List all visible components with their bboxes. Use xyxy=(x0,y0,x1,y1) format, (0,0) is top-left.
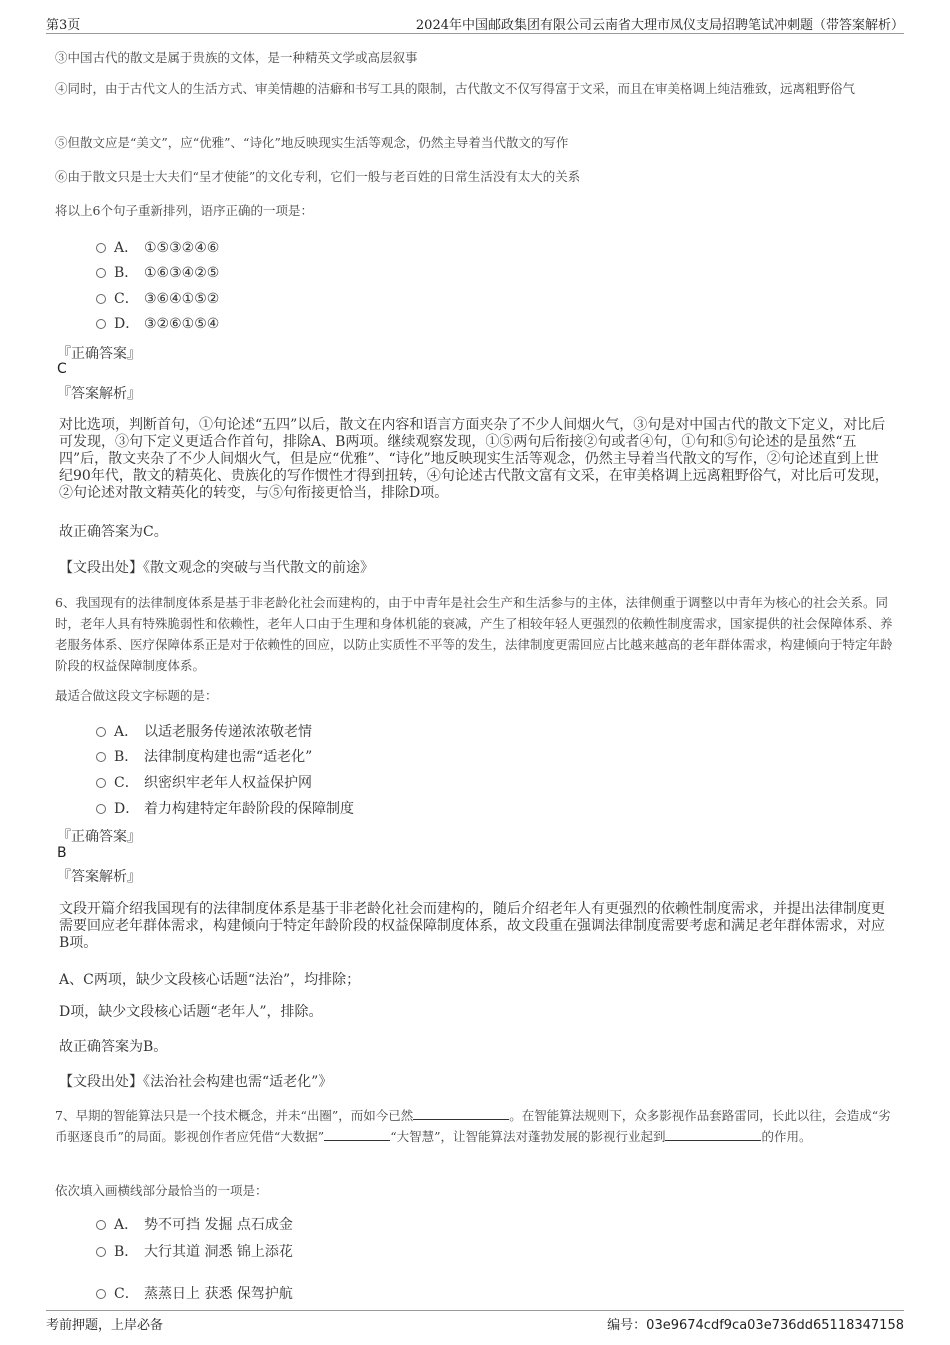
question-stem: 6、我国现有的法律制度体系是基于非老龄化社会而建构的，由于中青年是社会生产和生活参与的主体，法律侧重于调整以中青年为核心的社会关系。同时，老年人具有特殊脆弱性和依赖性，老年人口由于生理和身体机能的衰减，产生了相较年轻人更强烈的依赖性制度需求，国家提供的社会保障体系、养老服务体系、医疗保障体系正是对于依赖性的回应，以防止实质性不平等的发生，法律制度更需回应占比越来越高的老年群体需求，构建倾向于特定年龄阶段的权益保障制度体系。 xyxy=(55,595,893,673)
sentence-6: ⑥由于散文只是士大夫们“呈才使能”的文化专利，它们一般与老百姓的日常生活没有太大的关系 xyxy=(55,169,581,184)
passage-source: 【文段出处】《散文观念的突破与当代散文的前途》 xyxy=(59,560,374,576)
option-b[interactable]: B． 法律制度构建也需“适老化” xyxy=(96,746,312,766)
passage-source: 【文段出处】《法治社会构建也需“适老化”》 xyxy=(59,1074,333,1090)
radio-icon[interactable] xyxy=(96,727,106,737)
radio-icon[interactable] xyxy=(96,243,106,253)
radio-icon[interactable] xyxy=(96,804,106,814)
option-b[interactable]: B． 大行其道 洞悉 锦上添花 xyxy=(96,1241,293,1261)
radio-icon[interactable] xyxy=(96,752,106,762)
fill-blank-2 xyxy=(324,1127,390,1141)
footer-slogan: 考前押题，上岸必备 xyxy=(46,1318,164,1333)
sentence-4: ④同时，由于古代文人的生活方式、审美情趣的洁癖和书写工具的限制，古代散文不仅写得富于文采，而且在审美格调上纯洁雅致，远离粗野俗气 xyxy=(55,81,856,96)
option-c[interactable]: C． ③⑥④①⑤② xyxy=(96,288,219,308)
radio-icon[interactable] xyxy=(96,268,106,278)
option-c[interactable]: C． 蒸蒸日上 获悉 保驾护航 xyxy=(96,1283,293,1303)
radio-icon[interactable] xyxy=(96,1289,106,1299)
analysis-label: 『答案解析』 xyxy=(57,869,141,885)
correct-answer-label: 『正确答案』 xyxy=(57,346,141,362)
question-prompt: 最适合做这段文字标题的是： xyxy=(55,688,218,703)
fill-blank-3 xyxy=(665,1127,761,1141)
page-number: 第3页 xyxy=(46,18,81,33)
header-divider xyxy=(46,33,904,34)
radio-icon[interactable] xyxy=(96,294,106,304)
analysis-conclusion: 故正确答案为B。 xyxy=(59,1039,168,1055)
analysis-conclusion: 故正确答案为C。 xyxy=(59,524,168,540)
radio-icon[interactable] xyxy=(96,778,106,788)
correct-answer: C xyxy=(57,361,67,377)
document-code: 编号：03e9674cdf9ca03e736dd65118347158 xyxy=(607,1318,904,1333)
question-prompt: 依次填入画横线部分最恰当的一项是： xyxy=(55,1183,268,1198)
option-d[interactable]: D． 着力构建特定年龄阶段的保障制度 xyxy=(96,798,354,818)
radio-icon[interactable] xyxy=(96,1220,106,1230)
radio-icon[interactable] xyxy=(96,319,106,329)
fill-blank-1 xyxy=(413,1106,509,1120)
option-a[interactable]: A． 势不可挡 发掘 点石成金 xyxy=(96,1214,293,1234)
sentence-3: ③中国古代的散文是属于贵族的文体，是一种精英文学或高层叙事 xyxy=(55,50,418,65)
option-d[interactable]: D． ③②⑥①⑤④ xyxy=(96,313,219,333)
option-a[interactable]: A． 以适老服务传递浓浓敬老情 xyxy=(96,721,312,741)
question-stem: 7、早期的智能算法只是一个技术概念，并未“出圈”，而如今已然 。在智能算法规则下，众多影视作品套路雷同，长此以往，会造成“劣币驱逐良币”的局面。影视创作者应凭借“大数据” “大智慧”，让智能算法对蓬勃发展的影视行业起到 的作用。 xyxy=(55,1108,891,1144)
analysis-line: D项，缺少文段核心话题“老年人”，排除。 xyxy=(59,1004,323,1020)
analysis-label: 『答案解析』 xyxy=(57,386,141,402)
option-c[interactable]: C． 织密织牢老年人权益保护网 xyxy=(96,772,312,792)
question-prompt: 将以上6个句子重新排列，语序正确的一项是： xyxy=(55,203,313,218)
option-a[interactable]: A． ①⑤③②④⑥ xyxy=(96,237,219,257)
document-title: 2024年中国邮政集团有限公司云南省大理市凤仪支局招聘笔试冲刺题（带答案解析） xyxy=(415,18,904,33)
correct-answer-label: 『正确答案』 xyxy=(57,829,141,845)
footer-divider xyxy=(46,1310,904,1311)
radio-icon[interactable] xyxy=(96,1247,106,1257)
option-b[interactable]: B． ①⑥③④②⑤ xyxy=(96,262,219,282)
sentence-5: ⑤但散文应是“美文”，应“优雅”、“诗化”地反映现实生活等观念，仍然主导着当代散文的写作 xyxy=(55,135,569,150)
analysis-text: 对比选项，判断首句，①句论述“五四”以后，散文在内容和语言方面夹杂了不少人间烟火气，③句是对中国古代的散文下定义，对比后可发现，③句下定义更适合作首句，排除A、B两项。继续观察发现，①⑤两句后衔接②句或者④句，①句和⑤句论述的是虽然“五四”后，散文夹杂了不少人间烟火气，但是应“优雅”、“诗化”地反映现实生活等观念，仍然主导着当代散文的写作，②句论述直到上世纪90年代，散文的精英化、贵族化的写作惯性才得到扭转，④句论述古代散文富有文采，在审美格调上远离粗野俗气，对比后可发现，②句论述对散文精英化的转变，与⑤句衔接更恰当，排除D项。 xyxy=(59,417,889,501)
analysis-text: 文段开篇介绍我国现有的法律制度体系是基于非老龄化社会而建构的，随后介绍老年人有更强烈的依赖性制度需求，并提出法律制度更需要回应老年群体需求，构建倾向于特定年龄阶段的权益保障制度体系，故文段重在强调法律制度需要考虑和满足老年群体需求，对应B项。 xyxy=(59,901,885,951)
analysis-line: A、C两项，缺少文段核心话题“法治”，均排除； xyxy=(59,972,361,988)
correct-answer: B xyxy=(57,845,67,861)
